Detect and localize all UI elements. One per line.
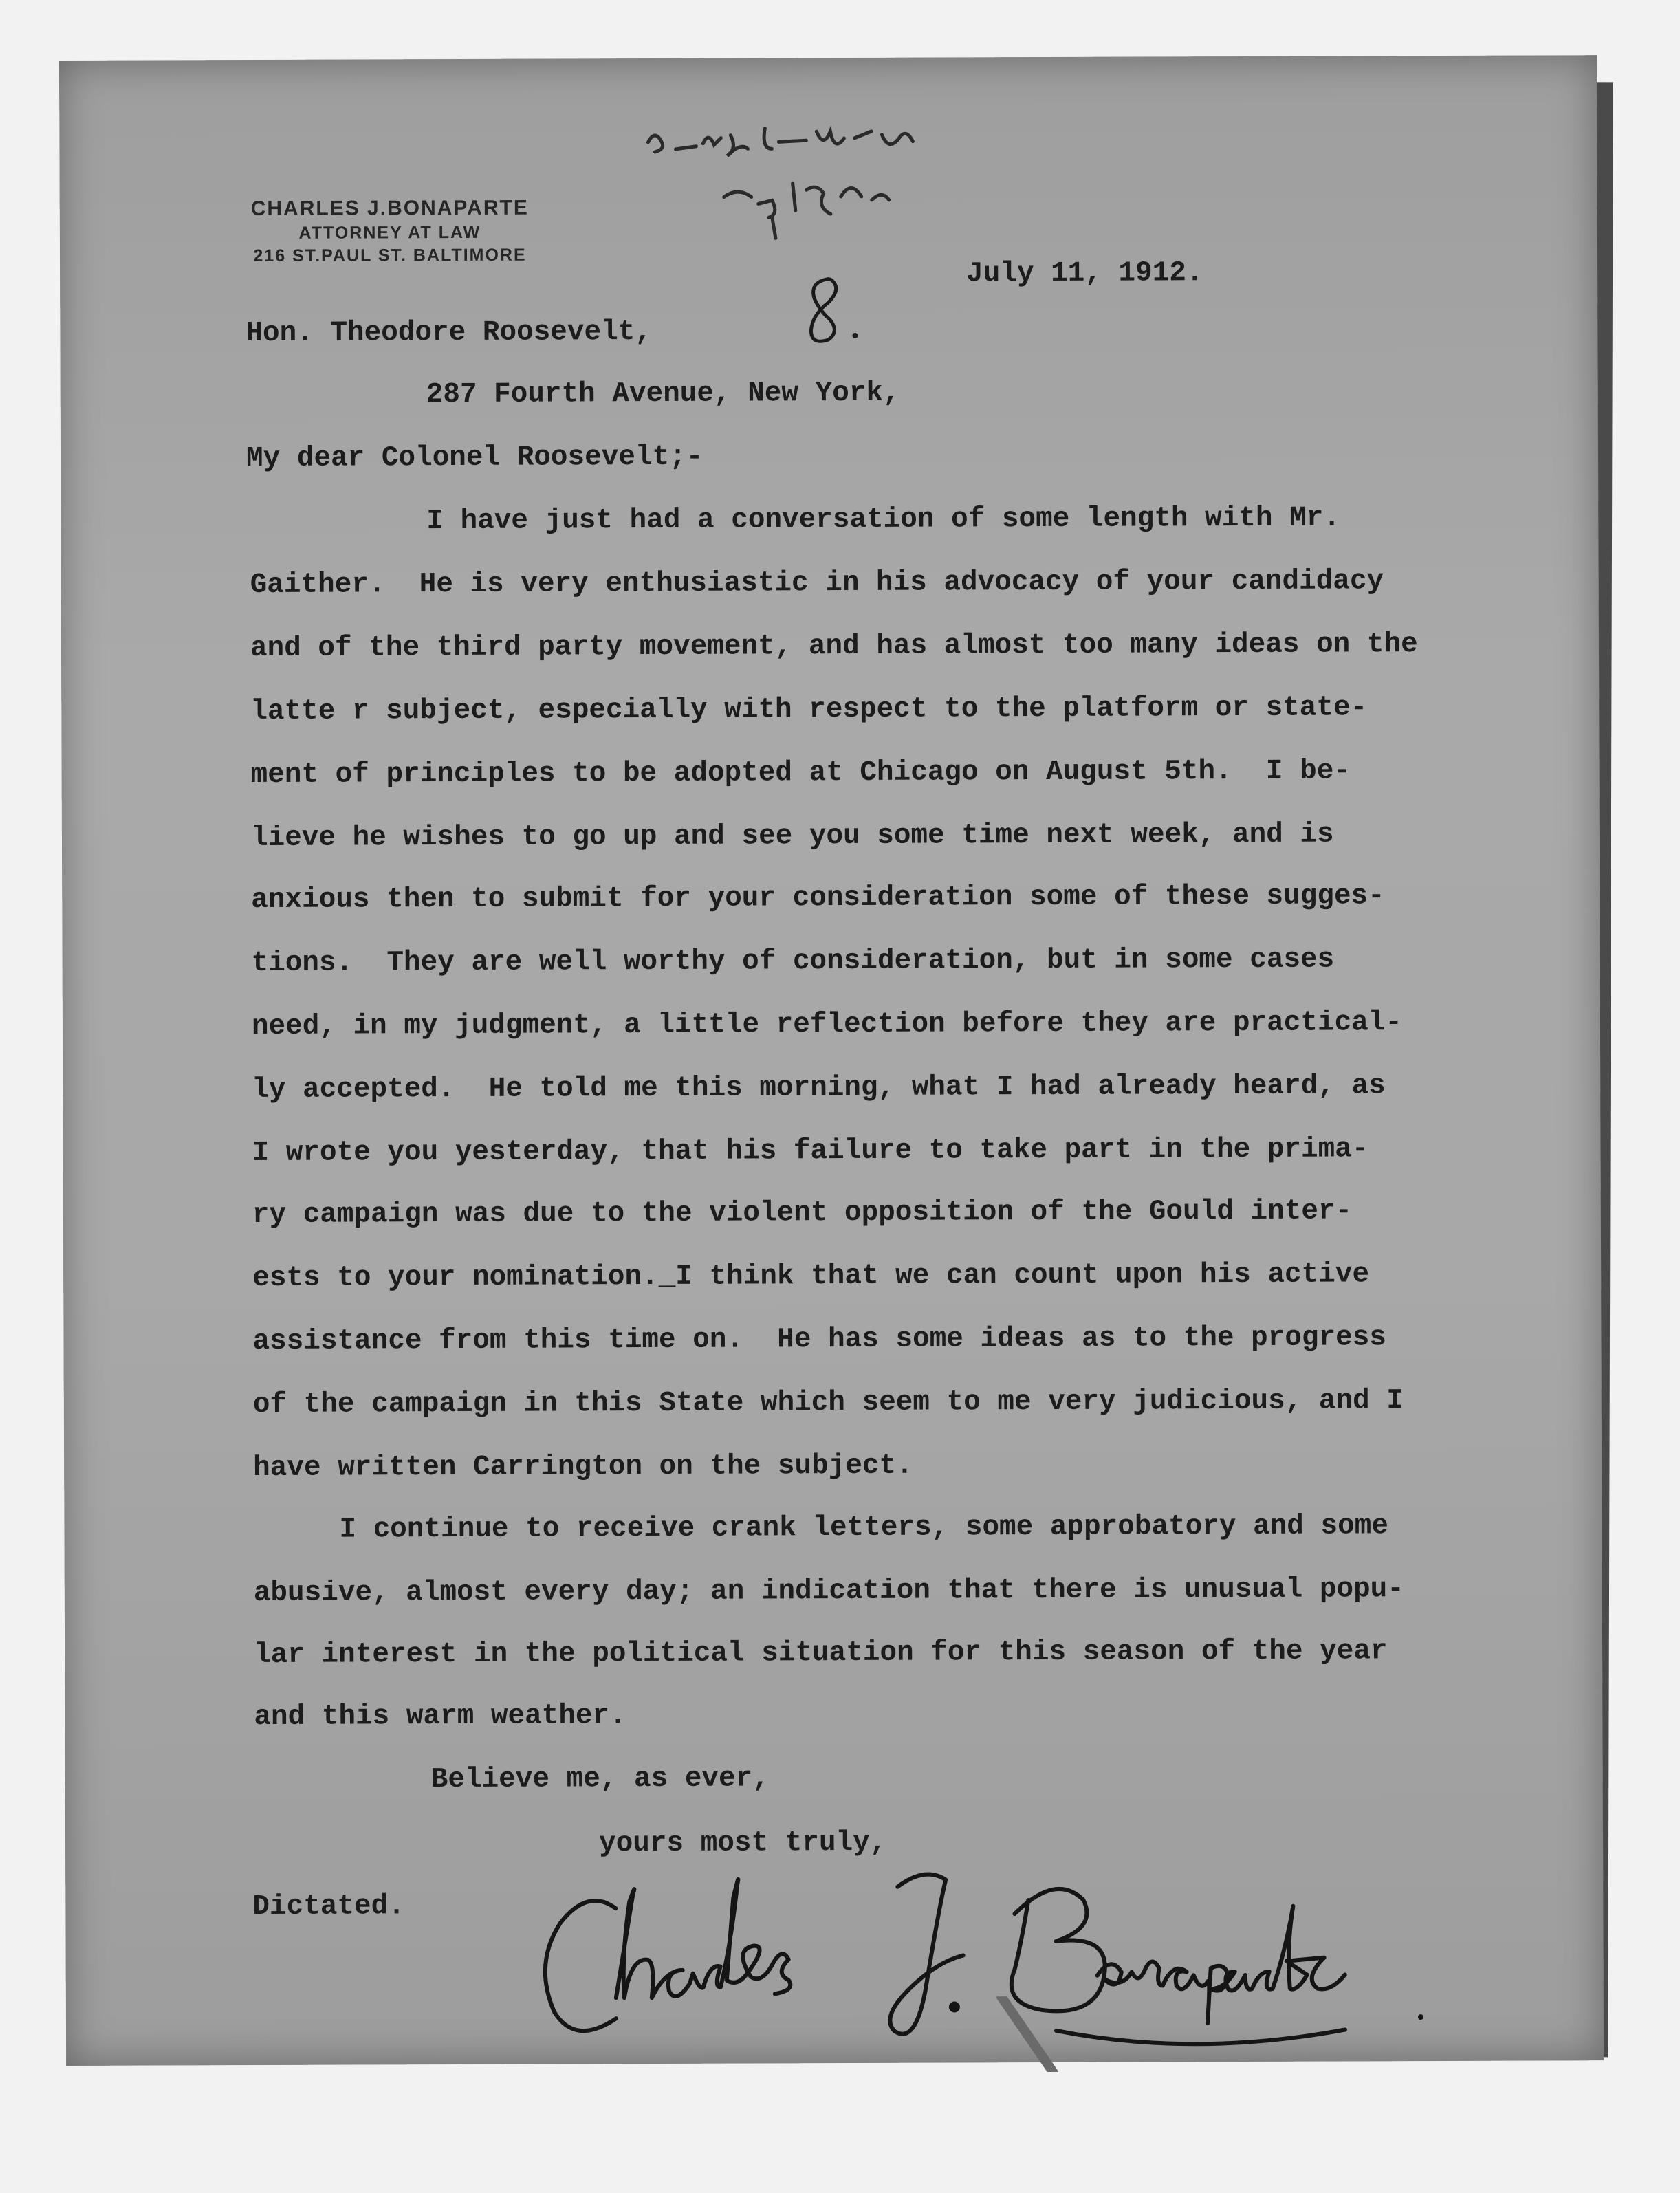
body-line: need, in my judgment, a little reflection before they are practical- [251, 1007, 1403, 1043]
dictated-note: Dictated. [252, 1890, 405, 1923]
body-line: lieve he wishes to go up and see you some time next week, and is [250, 818, 1334, 855]
body-line: ry campaign was due to the violent opposition of the Gould inter- [252, 1195, 1353, 1232]
recipient-name: Hon. Theodore Roosevelt, [246, 316, 652, 350]
page-number [796, 272, 864, 348]
body-line: and of the third party movement, and has almost too many ideas on the [250, 629, 1418, 665]
letterhead [170, 196, 610, 266]
recipient-address: 287 Fourth Avenue, New York, [426, 377, 900, 411]
body-line: I continue to receive crank letters, some approbatory and some [339, 1510, 1388, 1546]
body-line: and this warm weather. [254, 1700, 626, 1734]
body-line: anxious then to submit for your consideration some of these sugges- [251, 880, 1385, 917]
body-line: latte r subject, especially with respect to the platform or state- [250, 692, 1368, 728]
body-line: Gaither. He is very enthusiastic in his advocacy of your candidacy [250, 565, 1384, 602]
letter-page [59, 55, 1604, 2066]
letterhead-name: CHARLES J.BONAPARTE [250, 196, 529, 221]
body-line: ment of principles to be adopted at Chicago on August 5th. I be- [250, 755, 1351, 792]
letter-date: July 11, 1912. [966, 257, 1203, 290]
body-line: I have just had a conversation of some length with Mr. [426, 502, 1341, 538]
shorthand-notation [634, 100, 1130, 281]
closing-line: yours most truly, [598, 1826, 887, 1860]
letterhead-title: ATTORNEY AT LAW [298, 222, 481, 243]
body-line: tions. They are well worthy of consideration, but in some cases [251, 943, 1335, 980]
closing-line: Believe me, as ever, [430, 1763, 770, 1796]
body-line: ests to your nomination._I think that we can count upon his active [252, 1258, 1370, 1295]
fold-crease [988, 1996, 1070, 2072]
salutation: My dear Colonel Roosevelt;- [246, 441, 703, 475]
body-line: of the campaign in this State which seem to me very judicious, and I [252, 1385, 1404, 1421]
body-line: I wrote you yesterday, that his failure to take part in the prima- [252, 1133, 1369, 1170]
body-line: abusive, almost every day; an indication that there is unusual popu- [253, 1573, 1404, 1610]
body-line: have written Carrington on the subject. [253, 1450, 913, 1485]
body-line: lar interest in the political situation for this season of the year [254, 1635, 1388, 1672]
body-line: assistance from this time on. He has some ideas as to the progress [252, 1322, 1387, 1358]
letterhead-address: 216 ST.PAUL ST. BALTIMORE [253, 245, 527, 266]
body-line: ly accepted. He told me this morning, what I had already heard, as [252, 1070, 1386, 1106]
